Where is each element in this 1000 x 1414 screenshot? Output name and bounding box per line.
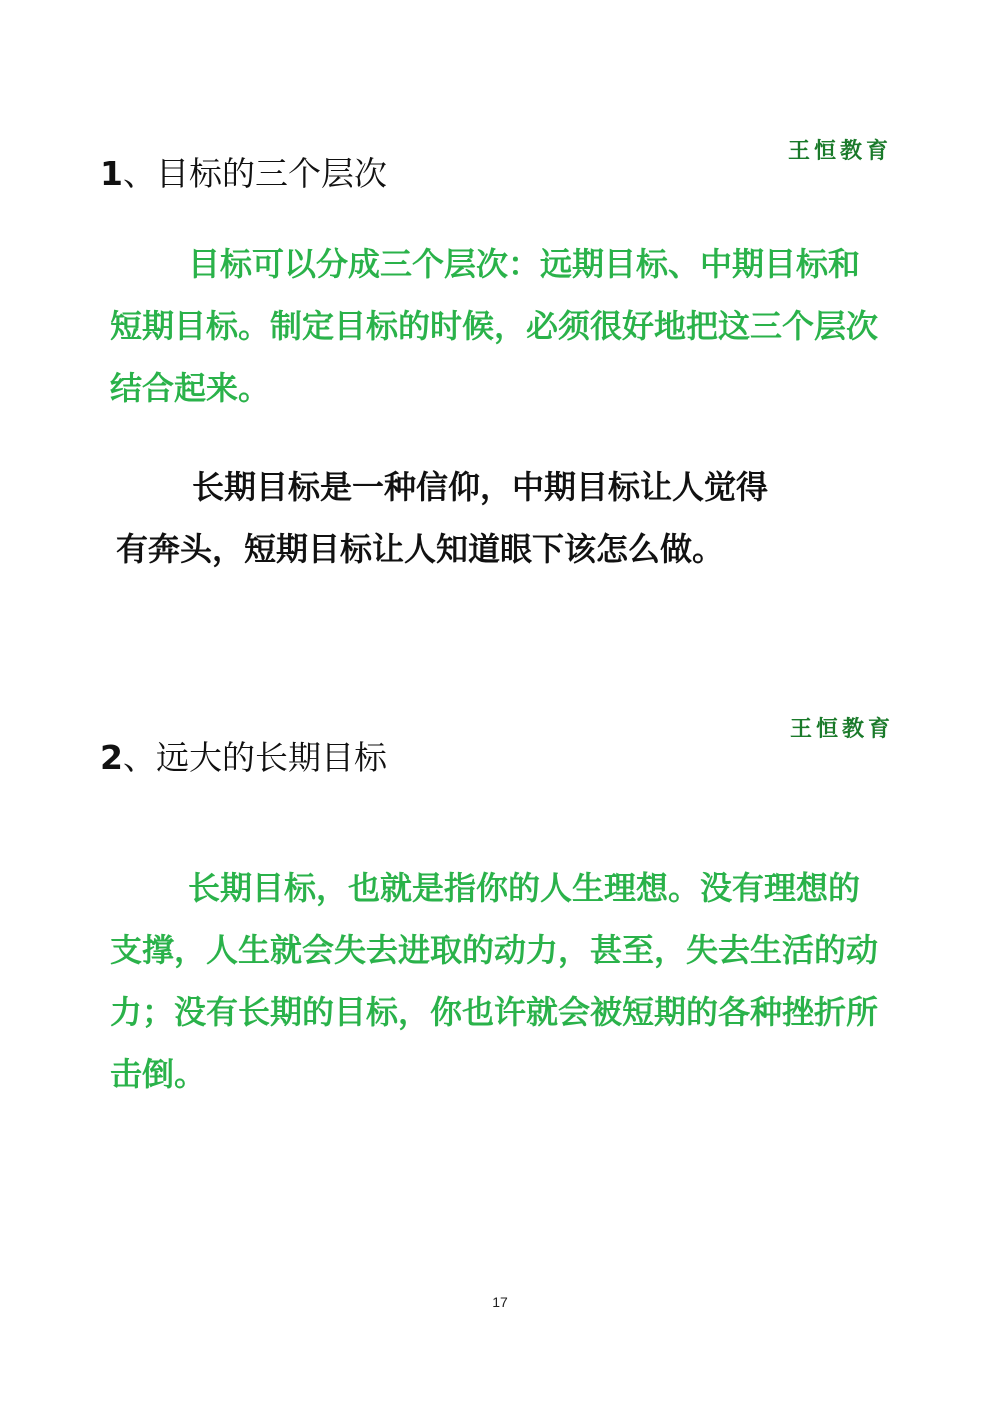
section1-title: 、目标的三个层次 — [122, 154, 387, 193]
section1-black-paragraph — [112, 456, 872, 580]
page-number: 17 — [492, 1294, 508, 1310]
section1-green-paragraph: 目标可以分成三个层次：远期目标、中期目标和短期目标。制定目标的时候，必须很好地把这三个层次结合起来。 — [110, 245, 879, 407]
section2-title: 、远大的长期目标 — [122, 738, 387, 777]
section2-number: 2 — [100, 738, 123, 777]
section1-black-line2: 有奔头，短期目标让人知道眼下该怎么做。 — [116, 530, 725, 568]
brand-mark-bottom: 王恒教育 — [790, 716, 895, 742]
section1-number: 1 — [100, 154, 123, 193]
section1-heading — [100, 148, 387, 195]
section1-black-line1: 长期目标是一种信仰，中期目标让人觉得 — [192, 468, 769, 506]
brand-mark-top: 王恒教育 — [788, 138, 893, 164]
section2-heading — [100, 732, 387, 779]
section2-green-paragraph: 长期目标，也就是指你的人生理想。没有理想的支撑，人生就会失去进取的动力，甚至，失去生活的动力；没有长期的目标，你也许就会被短期的各种挫折所击倒。 — [110, 869, 879, 1093]
